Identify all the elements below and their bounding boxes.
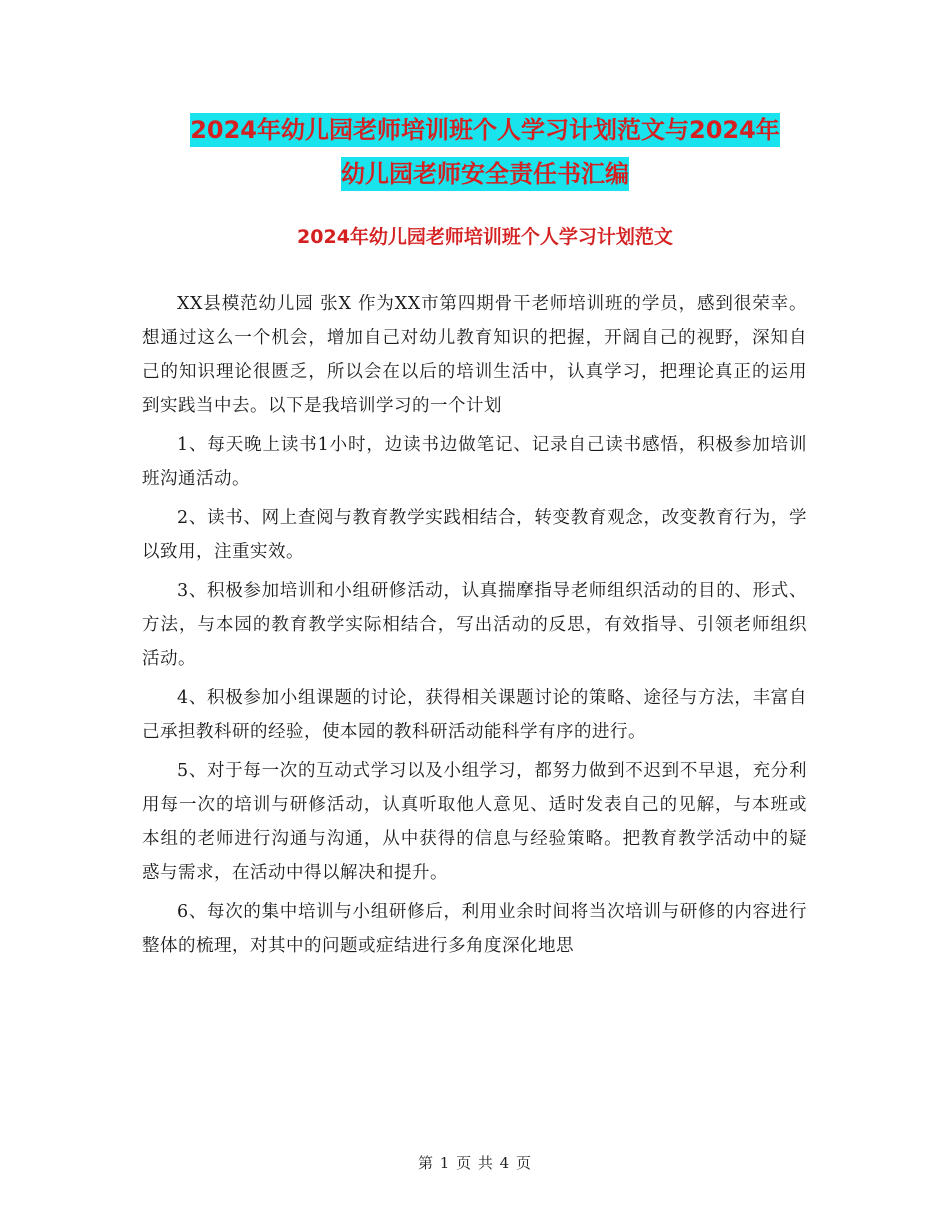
paragraph-item-4: 4、积极参加小组课题的讨论，获得相关课题讨论的策略、途径与方法，丰富自己承担教科研的经验，使本园的教科研活动能科学有序的进行。 <box>142 688 807 742</box>
section-title: 2024年幼儿园老师培训班个人学习计划范文 <box>297 226 673 248</box>
document-body <box>142 287 807 968</box>
paragraph-item-1: 1、每天晚上读书1小时，边读书边做笔记、记录自己读书感悟，积极参加培训班沟通活动。 <box>142 435 807 489</box>
document-title <box>140 108 830 196</box>
paragraph-item-3: 3、积极参加培训和小组研修活动，认真揣摩指导老师组织活动的目的、形式、方法，与本园的教育教学实际相结合，写出活动的反思，有效指导、引领老师组织活动。 <box>142 581 807 669</box>
paragraph-item-5: 5、对于每一次的互动式学习以及小组学习，都努力做到不迟到不早退，充分利用每一次的培训与研修活动，认真听取他人意见、适时发表自己的见解，与本班或本组的老师进行沟通与沟通，从中获得的信息与经验策略。把教育教学活动中的疑惑与需求，在活动中得以解决和提升。 <box>142 761 807 883</box>
page-footer: 第 1 页 共 4 页 <box>418 1154 532 1172</box>
document-title-line-2: 幼儿园老师安全责任书汇编 <box>341 157 629 191</box>
paragraph-intro: XX县模范幼儿园 张X 作为XX市第四期骨干老师培训班的学员，感到很荣幸。想通过这么一个机会，增加自己对幼儿教育知识的把握，开阔自己的视野，深知自己的知识理论很匮乏，所以会在以后的培训生活中，认真学习，把理论真正的运用到实践当中去。以下是我培训学习的一个计划 <box>142 294 807 416</box>
paragraph-item-6: 6、每次的集中培训与小组研修后，利用业余时间将当次培训与研修的内容进行整体的梳理，对其中的问题或症结进行多角度深化地思 <box>142 902 807 956</box>
paragraph-item-2: 2、读书、网上查阅与教育教学实践相结合，转变教育观念，改变教育行为，学以致用，注重实效。 <box>142 508 807 562</box>
document-title-line-1: 2024年幼儿园老师培训班个人学习计划范文与2024年 <box>190 113 780 147</box>
